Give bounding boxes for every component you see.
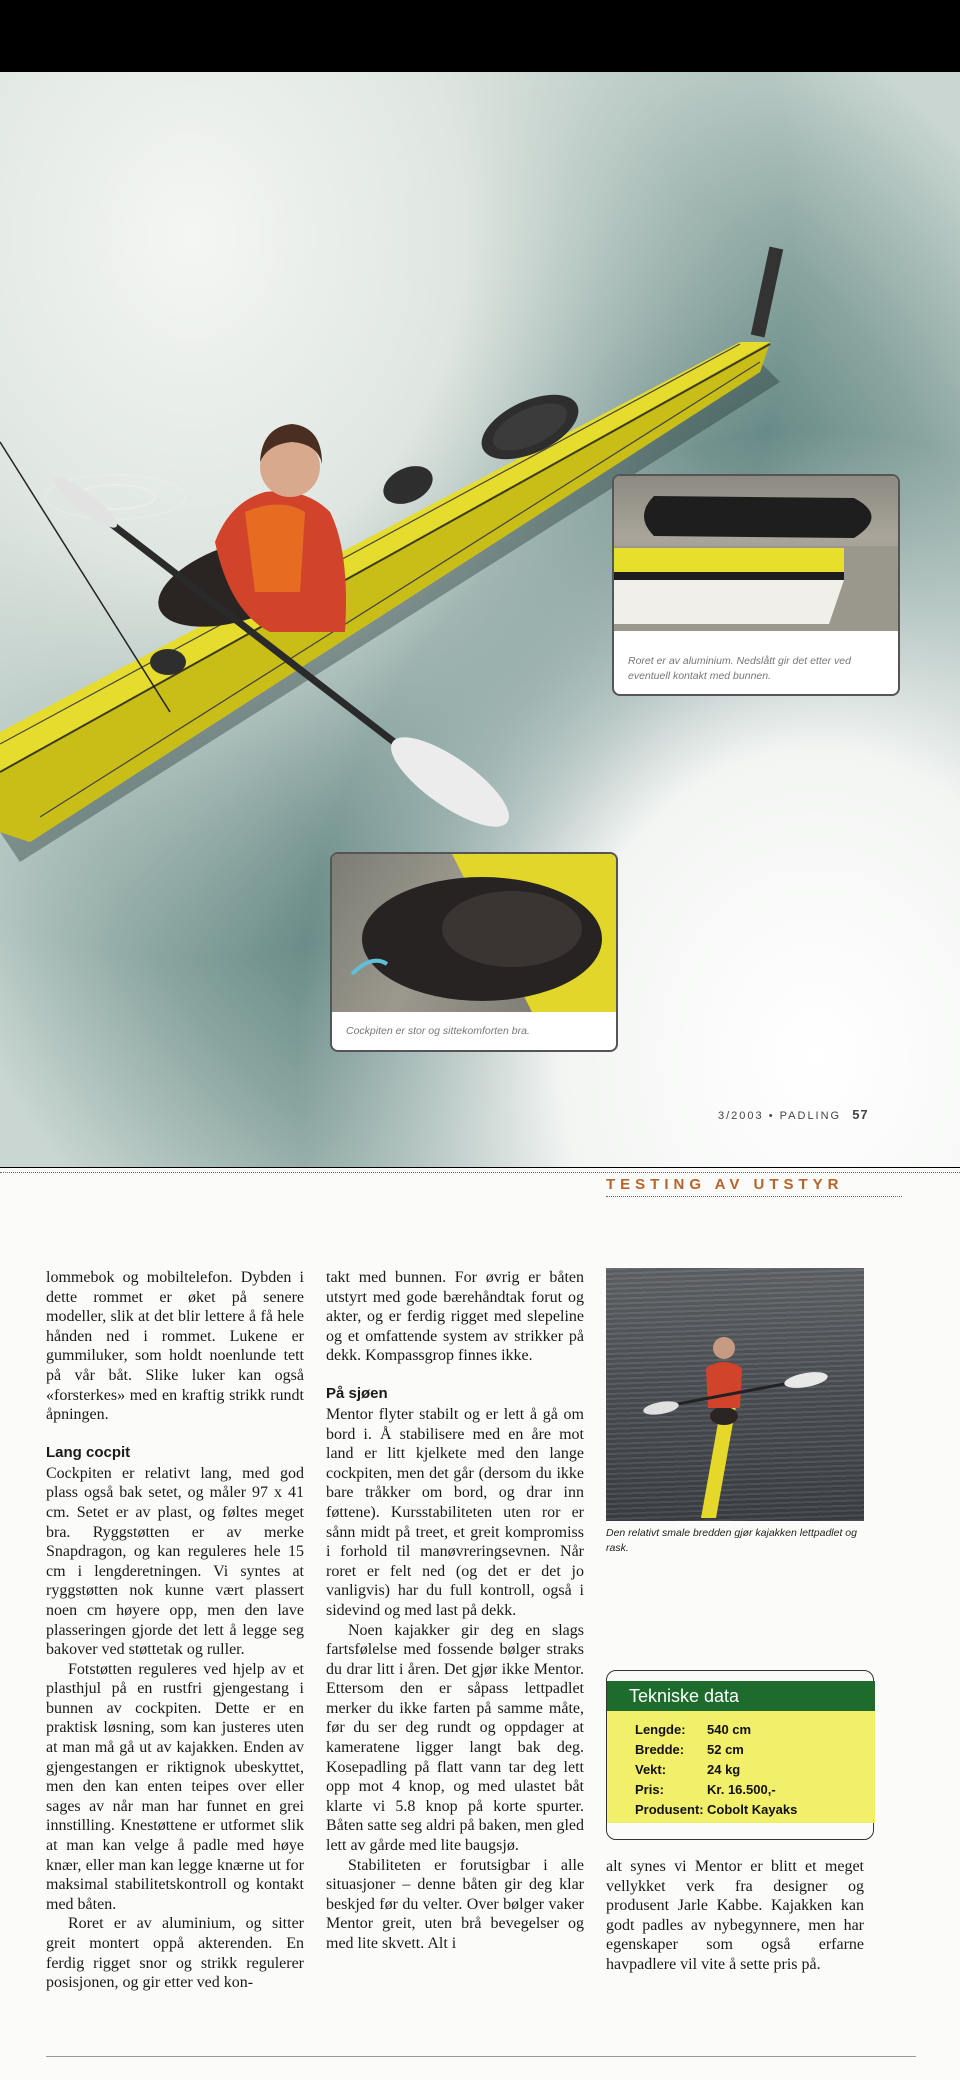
tech-data-box [606, 1670, 874, 1840]
tech-data-table [635, 1719, 797, 1819]
cockpit-photo [332, 854, 616, 1012]
rudder-caption: Roret er av aluminium. Nedslått gir det etter ved eventuell kontakt med bunnen. [628, 655, 851, 682]
paddler-photo [606, 1268, 864, 1521]
cockpit-caption: Cockpiten er stor og sittekomforten bra. [346, 1025, 530, 1037]
col2-paragraph-2: Mentor flyter stabilt og er lett å gå om bord i. Å stabilisere med en åre mot land er litt kjelkete med den lange cockpiten, men det går (dersom du ikke bare tråkker om bord, og drar inn føttene). Kursstabiliteten uten ror er sånn midt på treet, et greit kompromiss i forhold til manøvreringsevnen. Når roret er felt ned (og det er det jo vanligvis) har du full kontroll, også i sidevind og med last på dekk. [326, 1405, 584, 1619]
col2-paragraph-3: Noen kajakker gir deg en slags fartsfølelse med fossende bølger straks du drar litt i åren. Det gjør ikke Mentor. Ettersom den er såpass lettpadlet merker du ikke farten på samme måte, før du ser deg rundt og oppdager at kameratene ligger langt bak deg. Kosepadling på flatt vann tar deg lett opp mot 4 knop, og med ulastet båt klarte vi 5.8 knop på korte spurter. Båten satte seg aldri på baken, men gled lett av gårde med lite baugsjø. [326, 1621, 584, 1855]
tech-value: 540 cm [707, 1721, 752, 1737]
subheading-lang-cocpit: Lang cocpit [46, 1443, 131, 1461]
folio-issue: 3/2003 [718, 1110, 764, 1122]
folio-magazine: PADLING [779, 1110, 842, 1122]
tech-row [635, 1739, 797, 1759]
tech-value: Kr. 16.500,- [707, 1781, 776, 1797]
tech-key: Pris: [635, 1781, 664, 1797]
folio-bullet: • [768, 1110, 775, 1122]
col1-paragraph-1: lommebok og mobiltelefon. Dybden i dette rommet er øket på senere modeller, slik at det blir lettere å få hele hånden ned i rommet. Lukene er gummiluker, som holdt noenlunde tett på vår båt. Slike luker kan også «forsterkes» med en kraftig strikk rundt åpningen. [46, 1269, 304, 1424]
paddler-photo-caption: Den relativt smale bredden gjør kajakken lettpadlet og rask. [606, 1527, 857, 1554]
tech-row [635, 1719, 797, 1739]
bottom-divider [46, 2056, 916, 2057]
article-column-1 [46, 1268, 304, 1993]
rudder-inset-photo [612, 474, 900, 696]
rudder-photo [614, 476, 898, 631]
page-folio [718, 1107, 869, 1122]
tech-row [635, 1799, 797, 1819]
tech-row [635, 1759, 797, 1779]
section-header-underline [606, 1196, 902, 1197]
tech-value: Cobolt Kayaks [707, 1801, 798, 1817]
tech-data-body [607, 1711, 875, 1823]
article-column-2 [326, 1268, 584, 1954]
col1-paragraph-4: Roret er av aluminium, og sitter greit montert oppå akterenden. En ferdig rigget snor og strikk regulerer posisjonen, og gir etter ved kon- [46, 1915, 304, 1992]
col3-paragraph-1: alt synes vi Mentor er blitt et meget vellykket verk fra designer og produsent Jarle Kabbe. Kajakken kan godt padles av nybegynnere, men har egenskaper som også erfarne havpadlere vil vite å sette pris på. [606, 1858, 864, 1973]
col2-paragraph-1: takt med bunnen. For øvrig er båten utstyrt med gode bærehåndtak forut og akter, og er ferdig rigget med slepeline og et omfattende system av strikker på dekk. Kompassgrop finnes ikke. [326, 1269, 584, 1365]
tech-value: 24 kg [707, 1761, 741, 1777]
col1-paragraph-3: Fotstøtten reguleres ved hjelp av et plasthjul på en rustfri gjengestang i bunnen av cockpiten. Dette er en praktisk løsning, som kan justeres uten at man må gå ut av kajakken. Enden av gjengestangen er riktignok ubeskyttet, men den kan enten teipes over eller sages av når man har funnet en grei innstilling. Knestøttene er utformet slik at man kan velge å padle med høye knær, eller man kan legge knærne ut for maksimal stabilitetskontroll og kontakt med båten. [46, 1660, 304, 1913]
cockpit-inset-photo [330, 852, 618, 1052]
tech-data-title: Tekniske data [607, 1681, 875, 1711]
subheading-pa-sjoen: På sjøen [326, 1384, 388, 1402]
tech-key: Vekt: [635, 1761, 667, 1777]
tech-row [635, 1779, 797, 1799]
top-divider [0, 1172, 960, 1173]
tech-key: Produsent: [635, 1801, 704, 1817]
tech-value: 52 cm [707, 1741, 744, 1757]
tech-key: Bredde: [635, 1741, 685, 1757]
col2-paragraph-4: Stabiliteten er forutsigbar i alle situasjoner – denne båten gir deg klar beskjed før du velter. Over bølger vaker Mentor greit, uten brå bevegelser og med lite skvett. Alt i [326, 1856, 584, 1952]
folio-page-number: 57 [852, 1107, 869, 1122]
photo-page [0, 72, 960, 1167]
tech-key: Lengde: [635, 1721, 686, 1737]
col1-paragraph-2: Cockpiten er relativt lang, med god plass også bak setet, og måler 97 x 41 cm. Setet er av plast, og føltes meget bra. Ryggstøtten er av merke Snapdragon, og kan reguleres hele 15 cm i lengderetningen. Vi syntes at ryggstøtten nok kunne vært plassert noen cm høyere opp, men den lave plasseringen gjorde det lett å legge seg bakover ved støttetak og ruller. [46, 1464, 304, 1659]
article-column-3 [606, 1857, 864, 1975]
section-header: TESTING AV UTSTYR [606, 1176, 844, 1193]
